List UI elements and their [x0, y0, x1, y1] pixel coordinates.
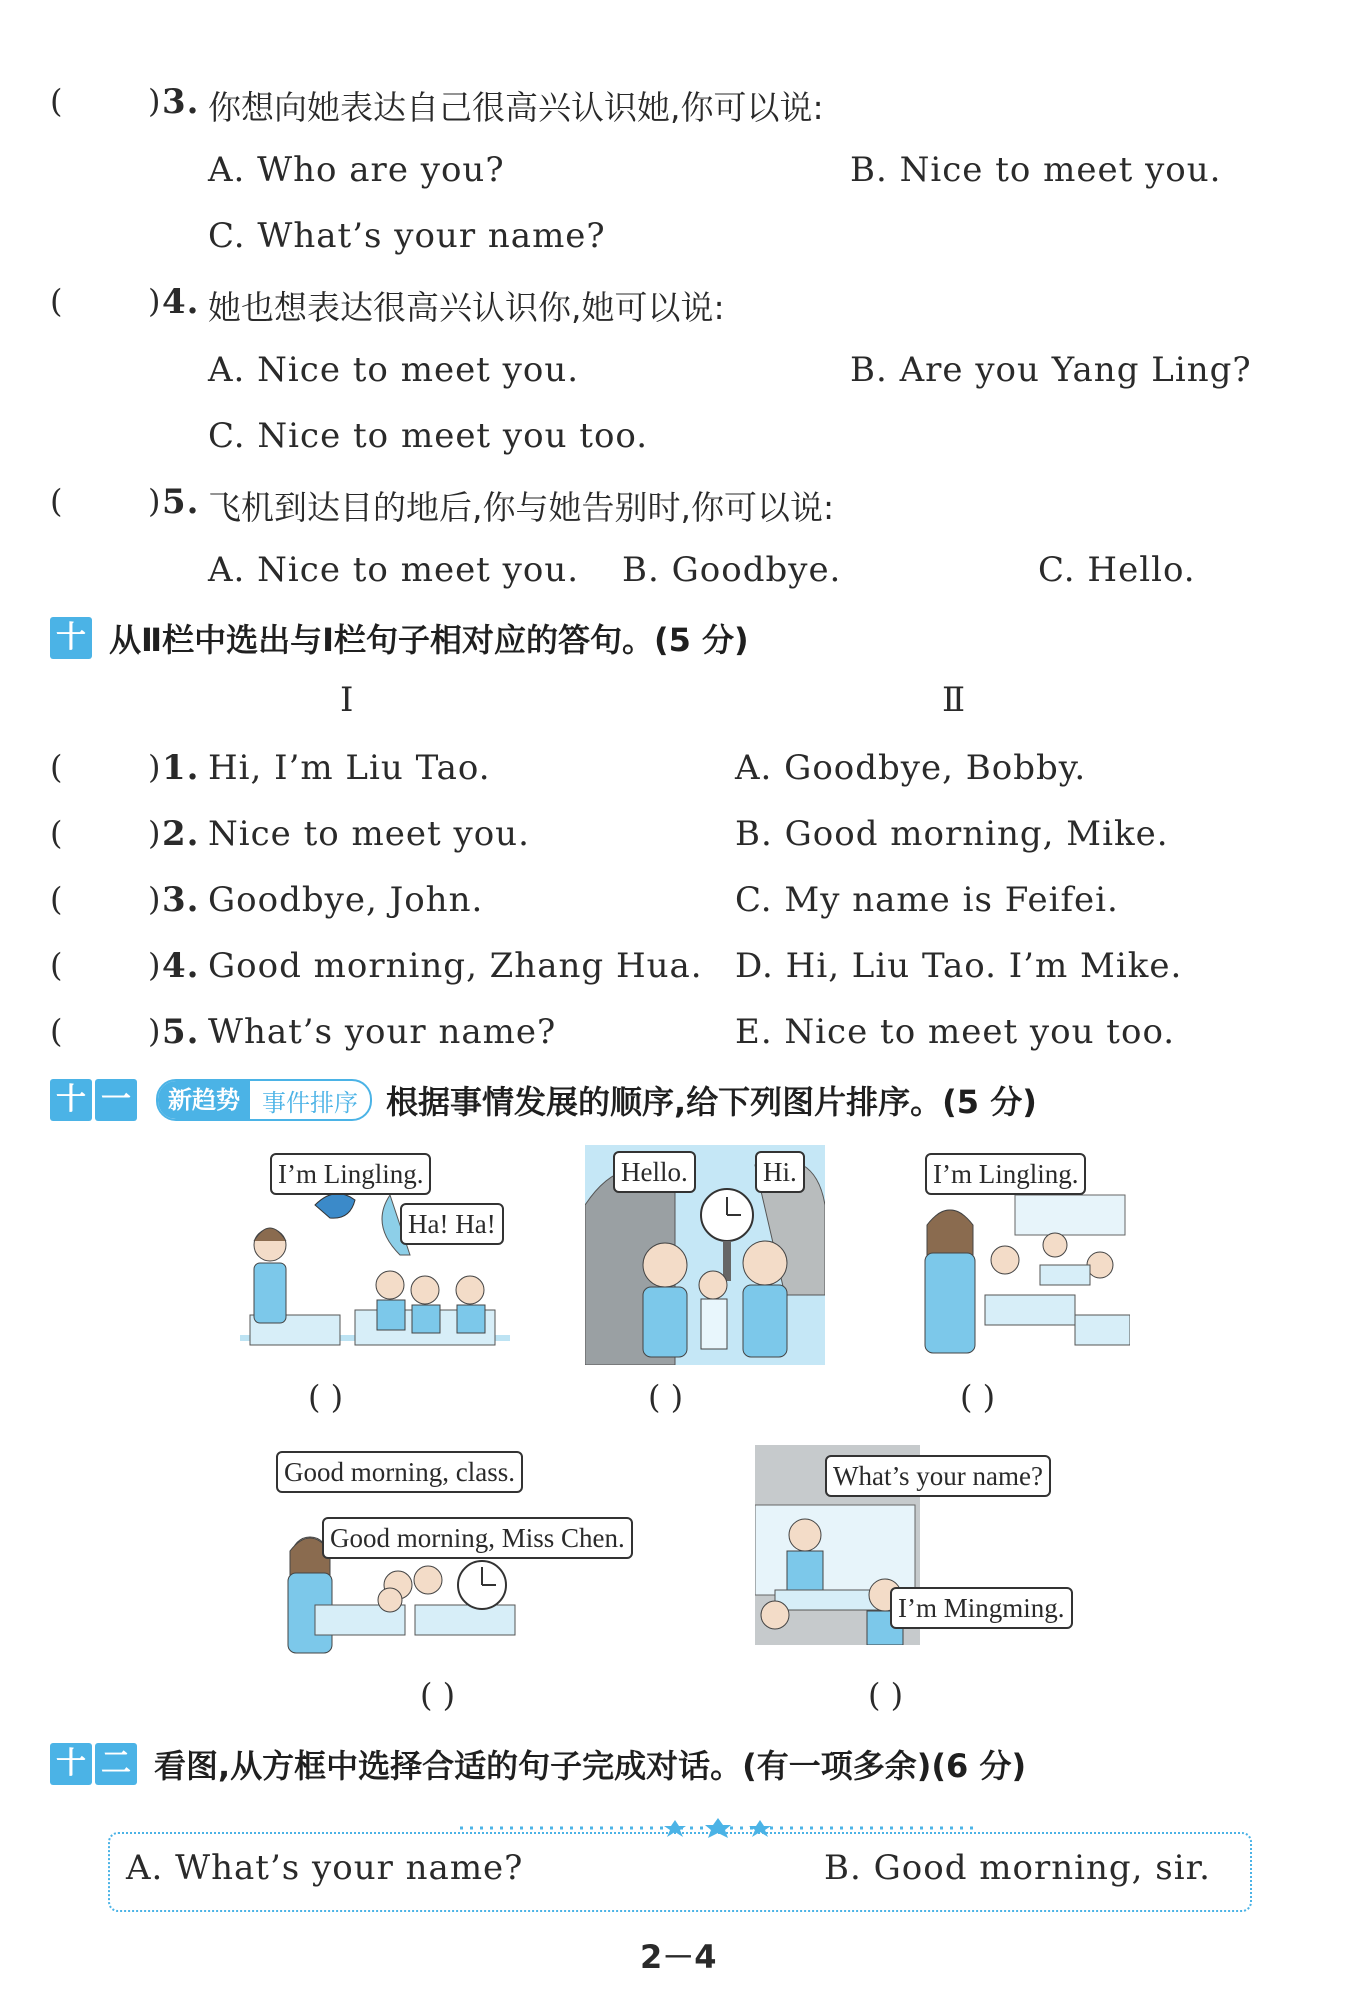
speech-bubble: Hello. — [613, 1151, 696, 1193]
column-header-2: Ⅱ — [942, 680, 967, 720]
row-question: Good morning, Zhang Hua. — [208, 946, 703, 986]
badge-char: 十 — [50, 1743, 92, 1785]
section-badge — [50, 1079, 140, 1121]
answer-paren-close: ) — [148, 880, 161, 918]
row-answer: D. Hi, Liu Tao. I’m Mike. — [735, 946, 1183, 986]
speech-bubble: Ha! Ha! — [400, 1203, 504, 1245]
speech-bubble: Good morning, Miss Chen. — [322, 1517, 633, 1559]
section-title: 根据事情发展的顺序,给下列图片排序。(5 分) — [386, 1083, 1037, 1121]
row-number: 1. — [162, 748, 200, 788]
badge-char: 十 — [50, 617, 92, 659]
answer-paren-close: ) — [148, 82, 161, 120]
option-b: B. Nice to meet you. — [850, 150, 1222, 190]
trend-tag — [156, 1079, 372, 1121]
answer-paren-open: ( — [50, 946, 63, 984]
question-number: 3. — [162, 82, 200, 122]
speech-bubble: I’m Lingling. — [925, 1153, 1086, 1195]
option-a: A. What’s your name? — [126, 1848, 524, 1888]
badge-char: 一 — [95, 1079, 137, 1121]
row-answer: C. My name is Feifei. — [735, 880, 1119, 920]
answer-paren-close: ) — [148, 946, 161, 984]
row-number: 5. — [162, 1012, 200, 1052]
row-answer: E. Nice to meet you too. — [735, 1012, 1176, 1052]
answer-paren-close: ) — [148, 282, 161, 320]
section-badge — [50, 617, 95, 659]
picture-2 — [585, 1145, 825, 1365]
option-a: A. Nice to meet you. — [208, 350, 580, 390]
row-number: 4. — [162, 946, 200, 986]
row-question: Hi, I’m Liu Tao. — [208, 748, 491, 788]
answer-paren-open: ( — [50, 880, 63, 918]
question-prompt: 她也想表达很高兴认识你,她可以说: — [208, 288, 725, 327]
section-12-header — [50, 1742, 1026, 1786]
answer-paren-open: ( — [50, 748, 63, 786]
section-title: 从Ⅱ栏中选出与Ⅰ栏句子相对应的答句。(5 分) — [109, 621, 749, 659]
column-header-1: Ⅰ — [340, 680, 355, 720]
answer-paren-open: ( — [50, 814, 63, 852]
answer-paren-close: ) — [148, 1012, 161, 1050]
speech-bubble: Hi. — [755, 1151, 805, 1193]
option-c: C. What’s your name? — [208, 216, 606, 256]
option-b: B. Goodbye. — [622, 550, 842, 590]
option-c: C. Nice to meet you too. — [208, 416, 649, 456]
picture-5 — [755, 1445, 1085, 1645]
row-question: What’s your name? — [208, 1012, 557, 1052]
answer-paren-open: ( — [50, 1012, 63, 1050]
section-badge — [50, 1743, 140, 1785]
option-b: B. Good morning, sir. — [824, 1848, 1211, 1888]
tag-label-a: 新趋势 — [158, 1081, 250, 1119]
speech-bubble: What’s your name? — [825, 1455, 1051, 1497]
answer-paren-open: ( — [50, 82, 63, 120]
option-b: B. Are you Yang Ling? — [850, 350, 1252, 390]
answer-paren: ( ) — [868, 1676, 904, 1714]
row-question: Goodbye, John. — [208, 880, 484, 920]
page-number: 2－4 — [640, 1938, 717, 1976]
picture-3 — [905, 1145, 1130, 1365]
section-11-header — [50, 1078, 1037, 1122]
row-number: 3. — [162, 880, 200, 920]
row-answer: B. Good morning, Mike. — [735, 814, 1169, 854]
section-10-header — [50, 616, 749, 660]
question-prompt: 你想向她表达自己很高兴认识她,你可以说: — [208, 88, 824, 127]
speech-bubble: I’m Lingling. — [270, 1153, 431, 1195]
section-title: 看图,从方框中选择合适的句子完成对话。(有一项多余)(6 分) — [154, 1747, 1027, 1785]
row-number: 2. — [162, 814, 200, 854]
option-c: C. Hello. — [1038, 550, 1196, 590]
option-a: A. Nice to meet you. — [208, 550, 580, 590]
badge-char: 十 — [50, 1079, 92, 1121]
answer-paren-open: ( — [50, 282, 63, 320]
answer-paren: ( ) — [308, 1378, 344, 1416]
row-answer: A. Goodbye, Bobby. — [735, 748, 1087, 788]
question-prompt: 飞机到达目的地后,你与她告别时,你可以说: — [208, 488, 835, 527]
speech-bubble: I’m Mingming. — [890, 1587, 1073, 1629]
option-a: A. Who are you? — [208, 150, 505, 190]
badge-char: 二 — [95, 1743, 137, 1785]
answer-paren: ( ) — [648, 1378, 684, 1416]
options-box — [108, 1832, 1252, 1912]
speech-bubble: Good morning, class. — [276, 1451, 523, 1493]
question-number: 5. — [162, 482, 200, 522]
answer-paren: ( ) — [420, 1676, 456, 1714]
tag-label-b: 事件排序 — [262, 1088, 358, 1117]
answer-paren-close: ) — [148, 814, 161, 852]
picture-4 — [270, 1445, 670, 1665]
picture-1 — [240, 1145, 510, 1365]
question-number: 4. — [162, 282, 200, 322]
answer-paren-close: ) — [148, 482, 161, 520]
row-question: Nice to meet you. — [208, 814, 530, 854]
answer-paren-close: ) — [148, 748, 161, 786]
answer-paren-open: ( — [50, 482, 63, 520]
answer-paren: ( ) — [960, 1378, 996, 1416]
